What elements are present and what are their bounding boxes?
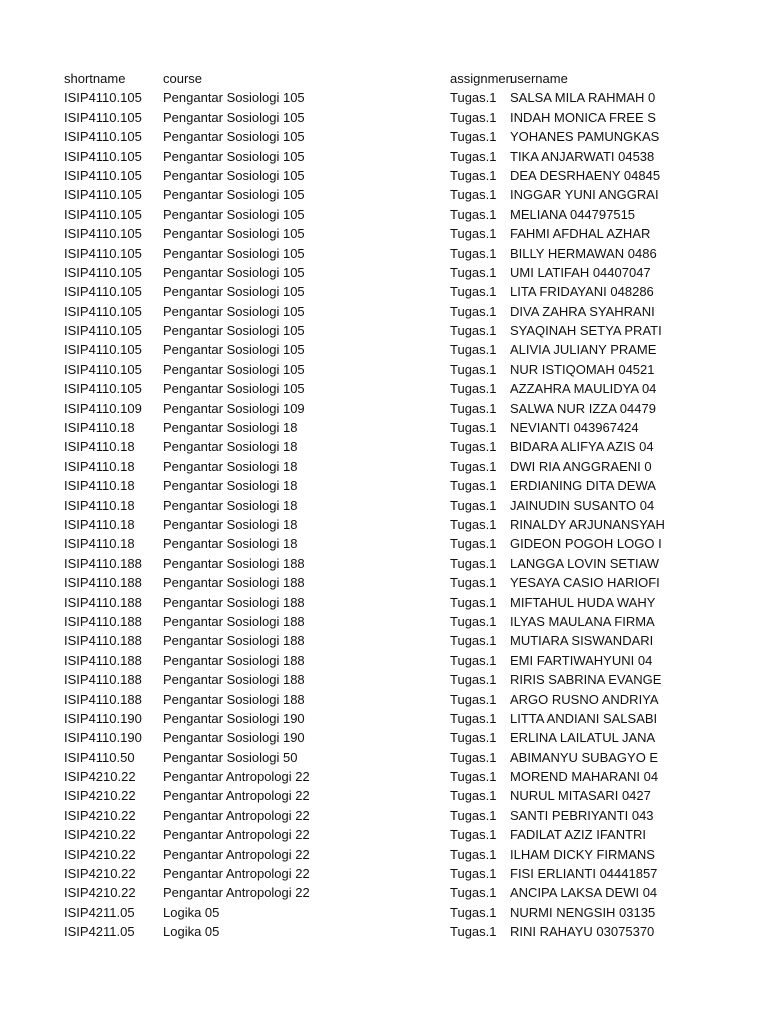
table-row [0, 593, 768, 612]
course-cell: Pengantar Sosiologi 105 [163, 361, 305, 377]
course-cell: Pengantar Sosiologi 105 [163, 284, 305, 300]
assignment-cell: Tugas.1 [450, 284, 497, 300]
table-row [0, 728, 768, 747]
username-cell: ALIVIA JULIANY PRAME [510, 342, 657, 358]
course-cell: Pengantar Sosiologi 188 [163, 672, 305, 688]
spreadsheet [0, 69, 768, 942]
course-cell: Pengantar Sosiologi 190 [163, 710, 305, 726]
table-row [0, 515, 768, 534]
shortname-cell: ISIP4110.188 [64, 594, 142, 610]
course-cell: Pengantar Sosiologi 105 [163, 323, 305, 339]
username-cell: NEVIANTI 043967424 [510, 420, 639, 436]
assignment-cell: Tugas.1 [450, 381, 497, 397]
assignment-cell: Tugas.1 [450, 827, 497, 843]
course-cell: Pengantar Sosiologi 109 [163, 400, 305, 416]
username-cell: INDAH MONICA FREE S [510, 109, 656, 125]
assignment-cell: Tugas.1 [450, 361, 497, 377]
shortname-cell: ISIP4110.188 [64, 613, 142, 629]
table-row [0, 244, 768, 263]
shortname-cell: ISIP4210.22 [64, 846, 136, 862]
table-row [0, 786, 768, 805]
course-cell: Pengantar Sosiologi 105 [163, 303, 305, 319]
assignment-cell: Tugas.1 [450, 807, 497, 823]
assignment-cell: Tugas.1 [450, 594, 497, 610]
assignment-cell: Tugas.1 [450, 710, 497, 726]
table-row [0, 147, 768, 166]
username-cell: YESAYA CASIO HARIOFI [510, 575, 660, 591]
shortname-cell: ISIP4210.22 [64, 866, 136, 882]
assignment-cell: Tugas.1 [450, 439, 497, 455]
course-cell: Pengantar Antropologi 22 [163, 807, 310, 823]
assignment-cell: Tugas.1 [450, 516, 497, 532]
table-row [0, 379, 768, 398]
assignment-cell: Tugas.1 [450, 633, 497, 649]
course-cell: Pengantar Sosiologi 188 [163, 613, 305, 629]
table-row [0, 845, 768, 864]
username-cell: FISI ERLIANTI 04441857 [510, 866, 658, 882]
shortname-cell: ISIP4110.18 [64, 478, 135, 494]
assignment-cell: Tugas.1 [450, 846, 497, 862]
table-row [0, 612, 768, 631]
shortname-cell: ISIP4110.18 [64, 420, 135, 436]
course-cell: Pengantar Sosiologi 18 [163, 478, 298, 494]
table-row [0, 748, 768, 767]
username-cell: DWI RIA ANGGRAENI 0 [510, 458, 652, 474]
course-cell: Pengantar Antropologi 22 [163, 769, 310, 785]
shortname-cell: ISIP4110.109 [64, 400, 142, 416]
table-row [0, 166, 768, 185]
username-cell: SALWA NUR IZZA 04479 [510, 400, 656, 416]
shortname-cell: ISIP4110.18 [64, 536, 135, 552]
course-cell: Pengantar Sosiologi 105 [163, 90, 305, 106]
assignment-cell: Tugas.1 [450, 90, 497, 106]
shortname-cell: ISIP4210.22 [64, 827, 136, 843]
table-row [0, 631, 768, 650]
shortname-cell: ISIP4110.105 [64, 109, 142, 125]
shortname-cell: ISIP4110.105 [64, 381, 142, 397]
shortname-cell: ISIP4110.105 [64, 148, 142, 164]
course-cell: Pengantar Sosiologi 105 [163, 206, 305, 222]
course-cell: Pengantar Sosiologi 105 [163, 245, 305, 261]
username-cell: MIFTAHUL HUDA WAHY [510, 594, 656, 610]
username-cell: NUR ISTIQOMAH 04521 [510, 361, 655, 377]
username-cell: SANTI PEBRIYANTI 043 [510, 807, 654, 823]
course-cell: Logika 05 [163, 924, 220, 940]
table-row [0, 224, 768, 243]
table-row [0, 437, 768, 456]
course-cell: Pengantar Sosiologi 105 [163, 148, 305, 164]
course-cell: Pengantar Sosiologi 188 [163, 652, 305, 668]
assignment-cell: Tugas.1 [450, 555, 497, 571]
username-cell: RIRIS SABRINA EVANGE [510, 672, 662, 688]
shortname-cell: ISIP4110.105 [64, 303, 142, 319]
table-row [0, 670, 768, 689]
shortname-cell: ISIP4211.05 [64, 924, 135, 940]
assignment-cell: Tugas.1 [450, 478, 497, 494]
username-cell: UMI LATIFAH 04407047 [510, 264, 651, 280]
username-cell: INGGAR YUNI ANGGRAI [510, 187, 659, 203]
assignment-cell: Tugas.1 [450, 924, 497, 940]
assignment-cell: Tugas.1 [450, 323, 497, 339]
table-row [0, 185, 768, 204]
username-cell: EMI FARTIWAHYUNI 04 [510, 652, 653, 668]
shortname-cell: ISIP4210.22 [64, 769, 136, 785]
username-cell: LITA FRIDAYANI 048286 [510, 284, 654, 300]
course-cell: Pengantar Sosiologi 50 [163, 749, 298, 765]
assignment-cell: Tugas.1 [450, 536, 497, 552]
shortname-cell: ISIP4110.105 [64, 245, 142, 261]
username-cell: DIVA ZAHRA SYAHRANI [510, 303, 655, 319]
assignment-cell: Tugas.1 [450, 788, 497, 804]
course-cell: Pengantar Sosiologi 188 [163, 633, 305, 649]
table-row [0, 205, 768, 224]
table-row [0, 573, 768, 592]
table-row [0, 651, 768, 670]
assignment-cell: Tugas.1 [450, 904, 497, 920]
assignment-cell: Tugas.1 [450, 672, 497, 688]
course-cell: Pengantar Sosiologi 18 [163, 497, 298, 513]
column-header-course: course [163, 71, 203, 86]
username-cell: NURUL MITASARI 0427 [510, 788, 651, 804]
username-cell: SALSA MILA RAHMAH 0 [510, 90, 656, 106]
column-header-shortname: shortname [64, 71, 126, 86]
assignment-cell: Tugas.1 [450, 420, 497, 436]
table-row [0, 340, 768, 359]
assignment-cell: Tugas.1 [450, 885, 497, 901]
username-cell: MOREND MAHARANI 04 [510, 769, 659, 785]
assignment-cell: Tugas.1 [450, 730, 497, 746]
course-cell: Pengantar Antropologi 22 [163, 846, 310, 862]
username-cell: NURMI NENGSIH 03135 [510, 904, 656, 920]
shortname-cell: ISIP4110.18 [64, 439, 135, 455]
course-cell: Pengantar Sosiologi 18 [163, 420, 298, 436]
course-cell: Pengantar Antropologi 22 [163, 885, 310, 901]
table-row [0, 263, 768, 282]
username-cell: SYAQINAH SETYA PRATI [510, 323, 662, 339]
assignment-cell: Tugas.1 [450, 206, 497, 222]
table-row [0, 476, 768, 495]
shortname-cell: ISIP4110.105 [64, 90, 142, 106]
table-row [0, 399, 768, 418]
course-cell: Pengantar Sosiologi 188 [163, 691, 305, 707]
column-header-assignment: assignmen [450, 71, 513, 86]
shortname-cell: ISIP4110.188 [64, 633, 142, 649]
username-cell: ARGO RUSNO ANDRIYA [510, 691, 659, 707]
assignment-cell: Tugas.1 [450, 245, 497, 261]
assignment-cell: Tugas.1 [450, 749, 497, 765]
shortname-cell: ISIP4110.105 [64, 226, 142, 242]
assignment-cell: Tugas.1 [450, 109, 497, 125]
shortname-cell: ISIP4110.105 [64, 187, 142, 203]
course-cell: Pengantar Sosiologi 18 [163, 516, 298, 532]
table-row [0, 321, 768, 340]
username-cell: YOHANES PAMUNGKAS [510, 129, 660, 145]
username-cell: FADILAT AZIZ IFANTRI [510, 827, 647, 843]
table-row [0, 88, 768, 107]
course-cell: Pengantar Sosiologi 105 [163, 187, 305, 203]
assignment-cell: Tugas.1 [450, 691, 497, 707]
shortname-cell: ISIP4110.105 [64, 129, 142, 145]
table-row [0, 457, 768, 476]
table-row [0, 108, 768, 127]
shortname-cell: ISIP4110.105 [64, 284, 142, 300]
table-row [0, 418, 768, 437]
shortname-cell: ISIP4110.105 [64, 323, 142, 339]
username-cell: MELIANA 044797515 [510, 206, 636, 222]
shortname-cell: ISIP4110.50 [64, 749, 135, 765]
shortname-cell: ISIP4110.105 [64, 264, 142, 280]
table-row [0, 767, 768, 786]
assignment-cell: Tugas.1 [450, 129, 497, 145]
assignment-cell: Tugas.1 [450, 303, 497, 319]
header-row [0, 69, 768, 88]
assignment-cell: Tugas.1 [450, 400, 497, 416]
course-cell: Pengantar Sosiologi 105 [163, 226, 305, 242]
assignment-cell: Tugas.1 [450, 613, 497, 629]
table-row [0, 922, 768, 941]
username-cell: GIDEON POGOH LOGO I [510, 536, 662, 552]
table-row [0, 903, 768, 922]
assignment-cell: Tugas.1 [450, 187, 497, 203]
table-body [0, 88, 768, 941]
username-cell: AZZAHRA MAULIDYA 04 [510, 381, 657, 397]
course-cell: Logika 05 [163, 904, 220, 920]
course-cell: Pengantar Sosiologi 188 [163, 575, 305, 591]
table-row [0, 864, 768, 883]
table-row [0, 534, 768, 553]
shortname-cell: ISIP4210.22 [64, 788, 136, 804]
assignment-cell: Tugas.1 [450, 148, 497, 164]
course-cell: Pengantar Sosiologi 105 [163, 381, 305, 397]
assignment-cell: Tugas.1 [450, 264, 497, 280]
shortname-cell: ISIP4210.22 [64, 885, 136, 901]
username-cell: ANCIPA LAKSA DEWI 04 [510, 885, 658, 901]
table-row [0, 282, 768, 301]
shortname-cell: ISIP4110.18 [64, 516, 135, 532]
assignment-cell: Tugas.1 [450, 769, 497, 785]
shortname-cell: ISIP4110.105 [64, 361, 142, 377]
username-cell: LANGGA LOVIN SETIAW [510, 555, 660, 571]
username-cell: RINALDY ARJUNANSYAH [510, 516, 665, 532]
table-row [0, 360, 768, 379]
username-cell: ILYAS MAULANA FIRMA [510, 613, 655, 629]
course-cell: Pengantar Sosiologi 188 [163, 594, 305, 610]
table-row [0, 690, 768, 709]
assignment-cell: Tugas.1 [450, 342, 497, 358]
assignment-cell: Tugas.1 [450, 497, 497, 513]
shortname-cell: ISIP4110.105 [64, 206, 142, 222]
shortname-cell: ISIP4211.05 [64, 904, 135, 920]
username-cell: JAINUDIN SUSANTO 04 [510, 497, 655, 513]
table-row [0, 709, 768, 728]
shortname-cell: ISIP4110.18 [64, 458, 135, 474]
table-row [0, 883, 768, 902]
table-row [0, 496, 768, 515]
course-cell: Pengantar Sosiologi 190 [163, 730, 305, 746]
assignment-cell: Tugas.1 [450, 575, 497, 591]
assignment-cell: Tugas.1 [450, 167, 497, 183]
table-row [0, 806, 768, 825]
table-row [0, 302, 768, 321]
assignment-cell: Tugas.1 [450, 458, 497, 474]
course-cell: Pengantar Sosiologi 105 [163, 342, 305, 358]
assignment-cell: Tugas.1 [450, 226, 497, 242]
shortname-cell: ISIP4110.105 [64, 167, 142, 183]
username-cell: ABIMANYU SUBAGYO E [510, 749, 659, 765]
course-cell: Pengantar Sosiologi 105 [163, 109, 305, 125]
course-cell: Pengantar Sosiologi 18 [163, 536, 298, 552]
shortname-cell: ISIP4110.188 [64, 652, 142, 668]
username-cell: TIKA ANJARWATI 04538 [510, 148, 655, 164]
assignment-cell: Tugas.1 [450, 652, 497, 668]
table-row [0, 554, 768, 573]
course-cell: Pengantar Antropologi 22 [163, 866, 310, 882]
username-cell: BILLY HERMAWAN 0486 [510, 245, 657, 261]
username-cell: LITTA ANDIANI SALSABI [510, 710, 658, 726]
column-header-username: username [510, 71, 568, 86]
username-cell: ERDIANING DITA DEWA [510, 478, 656, 494]
username-cell: MUTIARA SISWANDARI [510, 633, 654, 649]
username-cell: BIDARA ALIFYA AZIS 04 [510, 439, 654, 455]
assignment-cell: Tugas.1 [450, 866, 497, 882]
shortname-cell: ISIP4110.188 [64, 672, 142, 688]
course-cell: Pengantar Sosiologi 188 [163, 555, 305, 571]
shortname-cell: ISIP4110.190 [64, 730, 142, 746]
table-row [0, 127, 768, 146]
course-cell: Pengantar Antropologi 22 [163, 788, 310, 804]
shortname-cell: ISIP4110.18 [64, 497, 135, 513]
username-cell: DEA DESRHAENY 04845 [510, 167, 661, 183]
shortname-cell: ISIP4110.188 [64, 575, 142, 591]
username-cell: RINI RAHAYU 03075370 [510, 924, 655, 940]
username-cell: FAHMI AFDHAL AZHAR [510, 226, 651, 242]
course-cell: Pengantar Antropologi 22 [163, 827, 310, 843]
shortname-cell: ISIP4110.190 [64, 710, 142, 726]
shortname-cell: ISIP4110.188 [64, 691, 142, 707]
course-cell: Pengantar Sosiologi 105 [163, 129, 305, 145]
username-cell: ILHAM DICKY FIRMANS [510, 846, 655, 862]
username-cell: ERLINA LAILATUL JANA [510, 730, 656, 746]
table-row [0, 825, 768, 844]
shortname-cell: ISIP4110.188 [64, 555, 142, 571]
course-cell: Pengantar Sosiologi 18 [163, 439, 298, 455]
course-cell: Pengantar Sosiologi 105 [163, 167, 305, 183]
shortname-cell: ISIP4110.105 [64, 342, 142, 358]
course-cell: Pengantar Sosiologi 18 [163, 458, 298, 474]
shortname-cell: ISIP4210.22 [64, 807, 136, 823]
course-cell: Pengantar Sosiologi 105 [163, 264, 305, 280]
